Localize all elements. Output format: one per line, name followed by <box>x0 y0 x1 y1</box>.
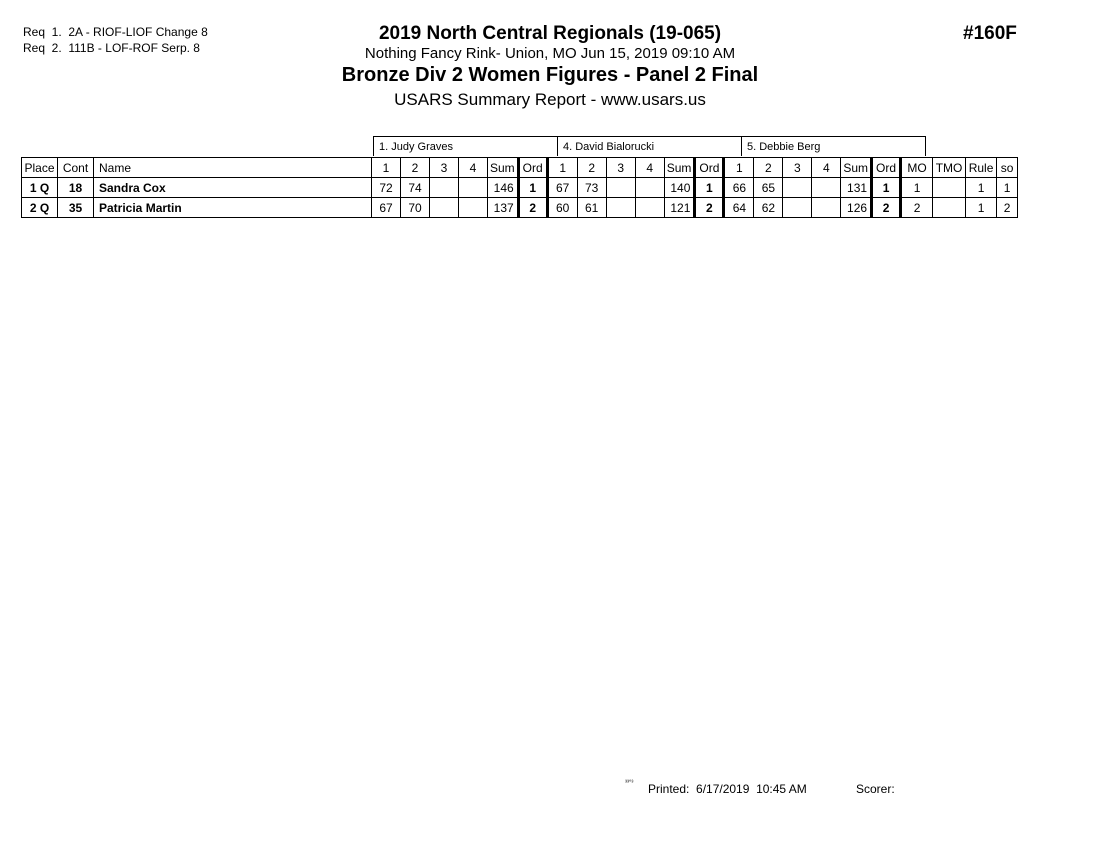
results-table <box>21 157 1018 218</box>
column-header-sum: Sum <box>841 158 872 178</box>
sum-cell: 137 <box>488 198 519 218</box>
column-header-score-2: 2 <box>401 158 430 178</box>
column-header-name: Name <box>94 158 372 178</box>
sum-cell: 146 <box>488 178 519 198</box>
column-header-tmo: TMO <box>933 158 966 178</box>
event-title: 2019 North Central Regionals (19-065) <box>378 23 722 44</box>
score-cell <box>635 198 664 218</box>
column-header-place: Place <box>22 158 58 178</box>
score-cell: 62 <box>754 198 783 218</box>
column-header-ord: Ord <box>518 158 547 178</box>
score-cell: 72 <box>372 178 401 198</box>
column-header-score-3: 3 <box>783 158 812 178</box>
score-cell: 70 <box>401 198 430 218</box>
mo-cell: 2 <box>901 198 933 218</box>
score-cell: 67 <box>547 178 577 198</box>
column-header-score-3: 3 <box>430 158 459 178</box>
skater-name-cell: Patricia Martin <box>94 198 372 218</box>
score-cell: 61 <box>577 198 606 218</box>
score-cell: 67 <box>372 198 401 218</box>
place-cell: 2 Q <box>22 198 58 218</box>
score-cell <box>430 198 459 218</box>
column-header-cont: Cont <box>58 158 94 178</box>
judge-name: 4. David Bialorucki <box>558 137 742 157</box>
column-header-mo: MO <box>901 158 933 178</box>
score-cell <box>459 178 488 198</box>
column-header-score-2: 2 <box>577 158 606 178</box>
sum-cell: 131 <box>841 178 872 198</box>
score-cell: 60 <box>547 198 577 218</box>
skater-name-cell: Sandra Cox <box>94 178 372 198</box>
so-cell: 1 <box>997 178 1018 198</box>
judges-header <box>373 136 926 156</box>
score-cell: 73 <box>577 178 606 198</box>
column-header-ord: Ord <box>695 158 724 178</box>
rule-cell: 1 <box>966 198 997 218</box>
report-title: USARS Summary Report - www.usars.us <box>394 90 706 109</box>
table-row <box>22 198 1018 218</box>
tmo-cell <box>933 198 966 218</box>
tmo-cell <box>933 178 966 198</box>
column-header-score-1: 1 <box>547 158 577 178</box>
mo-cell: 1 <box>901 178 933 198</box>
ordinal-cell: 1 <box>518 178 547 198</box>
venue-line: Nothing Fancy Rink- Union, MO Jun 15, 2019 09:10 AM <box>364 45 736 62</box>
score-cell <box>783 198 812 218</box>
score-cell <box>606 198 635 218</box>
table-row <box>22 178 1018 198</box>
rule-cell: 1 <box>966 178 997 198</box>
column-header-score-4: 4 <box>812 158 841 178</box>
sum-cell: 140 <box>664 178 695 198</box>
score-cell <box>635 178 664 198</box>
column-header-so: so <box>997 158 1018 178</box>
score-cell <box>430 178 459 198</box>
place-cell: 1 Q <box>22 178 58 198</box>
column-header-sum: Sum <box>488 158 519 178</box>
score-cell: 65 <box>754 178 783 198</box>
sum-cell: 121 <box>664 198 695 218</box>
column-header-rule: Rule <box>966 158 997 178</box>
ordinal-cell: 1 <box>872 178 901 198</box>
column-header-score-4: 4 <box>635 158 664 178</box>
requirement-1: Req 1. 2A - RIOF-LIOF Change 8 <box>23 25 208 39</box>
ordinal-cell: 1 <box>695 178 724 198</box>
column-header-score-2: 2 <box>754 158 783 178</box>
score-cell <box>459 198 488 218</box>
ordinal-cell: 2 <box>518 198 547 218</box>
requirement-2: Req 2. 111B - LOF-ROF Serp. 8 <box>23 41 200 55</box>
contestant-number-cell: 35 <box>58 198 94 218</box>
column-header-score-3: 3 <box>606 158 635 178</box>
event-number: #160F <box>963 23 1017 44</box>
so-cell: 2 <box>997 198 1018 218</box>
score-cell: 66 <box>724 178 754 198</box>
judge-name: 1. Judy Graves <box>374 137 558 157</box>
column-header-row <box>22 158 1018 178</box>
score-cell <box>783 178 812 198</box>
scorer-label: Scorer: <box>856 782 895 796</box>
contestant-number-cell: 18 <box>58 178 94 198</box>
score-cell: 74 <box>401 178 430 198</box>
division-title: Bronze Div 2 Women Figures - Panel 2 Final <box>341 64 759 86</box>
score-cell <box>606 178 635 198</box>
ordinal-cell: 2 <box>695 198 724 218</box>
score-cell: 64 <box>724 198 754 218</box>
score-cell <box>812 178 841 198</box>
column-header-score-1: 1 <box>372 158 401 178</box>
ordinal-cell: 2 <box>872 198 901 218</box>
score-cell <box>812 198 841 218</box>
column-header-ord: Ord <box>872 158 901 178</box>
column-header-score-1: 1 <box>724 158 754 178</box>
judge-name: 5. Debbie Berg <box>742 137 926 157</box>
sum-cell: 126 <box>841 198 872 218</box>
report-code: ³³°³ <box>625 780 634 786</box>
column-header-sum: Sum <box>664 158 695 178</box>
column-header-score-4: 4 <box>459 158 488 178</box>
printed-timestamp: Printed: 6/17/2019 10:45 AM <box>648 782 807 796</box>
